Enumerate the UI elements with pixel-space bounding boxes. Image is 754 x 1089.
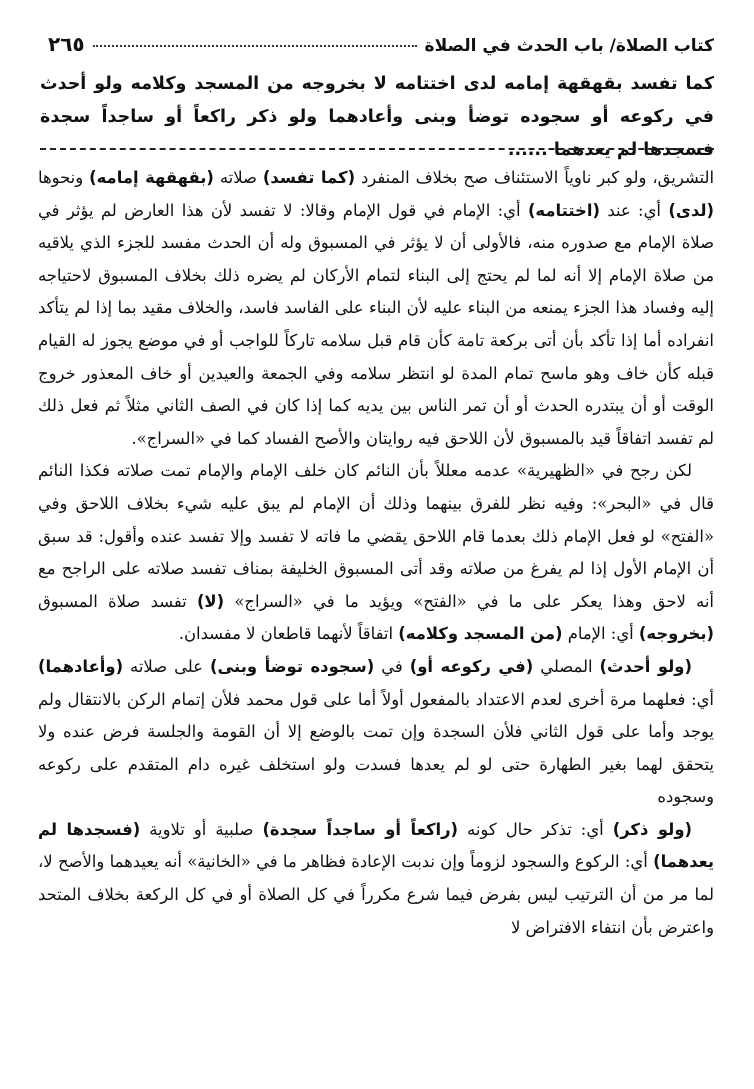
matn-quote: (فسجدها لم يعدهما) — [38, 819, 714, 872]
matn-separator — [40, 148, 714, 150]
sharh-paragraph — [38, 455, 714, 651]
commentary-text: المصلي — [533, 656, 600, 676]
commentary-text: صلبية أو تلاوية — [140, 819, 263, 839]
commentary-text: تفسد صلاة المسبوق — [38, 591, 197, 611]
sharh-paragraph — [38, 651, 714, 814]
matn-quote: (بخروجه) — [638, 624, 714, 644]
commentary-text: أي: عند — [599, 200, 669, 220]
commentary-text: التشريق، ولو كبر ناوياً الاستئناف صح بخلاف المنفرد — [355, 168, 715, 187]
matn-quote: (وأعادهما) — [38, 656, 124, 676]
matn-quote: (اختتامه) — [527, 200, 600, 220]
matn-text: كما تفسد بقهقهة إمامه لدى اختتامه لا بخروجه من المسجد وكلامه ولو أحدث في ركوعه أو سجوده توضأ وبنى وأعادهما ولو ذكر راكعاً أو ساجداً سجدة فسجدها لم يعدهما ...... — [40, 74, 714, 160]
header-dotted-leader — [93, 45, 417, 47]
commentary-text: أي: الإمام — [562, 624, 639, 644]
matn-quote: (من المسجد وكلامه) — [398, 624, 563, 644]
sharh-paragraph — [38, 814, 714, 944]
commentary-text: صلاته — [213, 168, 263, 187]
matn-quote: (لدى) — [668, 200, 714, 220]
commentary-text: أي: تذكر حال كونه — [458, 819, 613, 839]
commentary-text: على صلاته — [123, 656, 210, 676]
matn-quote: (كما تفسد) — [262, 168, 356, 187]
commentary-text: لكن رجح في «الظهيرية» عدمه معللاً بأن النائم كان خلف الإمام والإمام تمت صلاته فكذا النائم قال في «البحر»: وفيه نظر للفرق بينهما وذلك أن الإمام لم يبق عليه شيء بخلاف اللاحق وفي «الفتح» لو فعل الإمام ذلك بعدما قام اللاحق يقضي ما فاته لا تفسد وإلا تفسد عنده وأقول: قد سبق أن الإمام الأول إذا لم يفرغ من صلاته وقد أتى المسبوق الخليفة بمناف تفسد صلاته على الراجح مع أنه لاحق وهذا يعكر على ما في «الفتح» ويؤيد ما في «السراج» — [38, 461, 714, 611]
commentary-text: اتفاقاً لأنهما قاطعان لا مفسدان. — [178, 624, 399, 644]
commentary-text: في — [374, 656, 410, 676]
page-number: ٢٦٥ — [48, 32, 85, 56]
commentary-text: أي: الإمام في قول الإمام وقالا: لا تفسد لأن هذا العارض لم يؤثر في صلاة الإمام مع صدوره منه، فالأولى أن لا يؤثر في المسبوق وله أن الحدث مفسد للجزء الذي يلاقيه من صلاة الإمام إلا أنه لما لم يحتج إلى البناء لتمام الأركان لم يضره ذلك بخلاف المسبوق لاحتياجه إليه وفساد هذا الجزء يمنعه من البناء عليه لأن البناء على الفاسد فاسد، والخلاف مقيد بما إذا لم يتأكد انفراده أما إذا تأكد بأن أتى بركعة تامة كأن قام قبل سلامه تاركاً للواجب أو في موضع يجوز له القيام قبله كأن خاف وهو ماسح تمام المدة لو انتظر سلامه وفي الجمعة والعيدين أو خاف المعذور خروج الوقت أو أن يبتدره الحدث أو أن تمر الناس بين يديه كما إذا كان في الصف الثاني مثلاً ثم فعل ذلك لم تفسد اتفاقاً قيد بالمسبوق لأن اللاحق فيه روايتان والأصح الفساد كما في «السراج». — [38, 200, 714, 448]
sharh-paragraph — [38, 162, 714, 455]
matn-quote: (ولو ذكر) — [612, 819, 692, 839]
commentary-text: ونحوها — [38, 168, 90, 187]
running-header — [48, 32, 714, 60]
matn-quote: (لا) — [196, 591, 225, 611]
chapter-title: كتاب الصلاة/ باب الحدث في الصلاة — [424, 36, 714, 56]
matn-quote: (ولو أحدث) — [599, 656, 692, 676]
matn-quote: (بقهقهة إمامه) — [89, 168, 214, 187]
matn-quote: (راكعاً أو ساجداً سجدة) — [262, 819, 459, 839]
commentary-text: أي: الركوع والسجود لزوماً وإن ندبت الإعادة فظاهر ما في «الخانية» أنه يعيدهما والأصح لا، لما مر من أن الترتيب ليس بفرض فيما شرع مكرراً في كل الصلاة أو في كل الركعة بخلاف المتحد واعترض بأن انتفاء الافتراض لا — [38, 852, 715, 937]
matn-quote: (في ركوعه أو) — [409, 656, 534, 676]
commentary-text: أي: فعلهما مرة أخرى لعدم الاعتداد بالمفعول أولاً أما على قول محمد فلأن إتمام الركن بالانتقال ولم يوجد وأما على قول الثاني فلأن السجدة وإن تمت بالوضع إلا أن القومة والجلسة فرض عنده ولا يتحقق لهما بغير الطهارة حتى لو لم يعدها فسدت ولو استخلف غيره دام المتقدم على ركوعه وسجوده — [38, 689, 714, 807]
matn-quote: (سجوده توضأ وبنى) — [209, 656, 375, 676]
sharh-commentary — [38, 162, 714, 944]
